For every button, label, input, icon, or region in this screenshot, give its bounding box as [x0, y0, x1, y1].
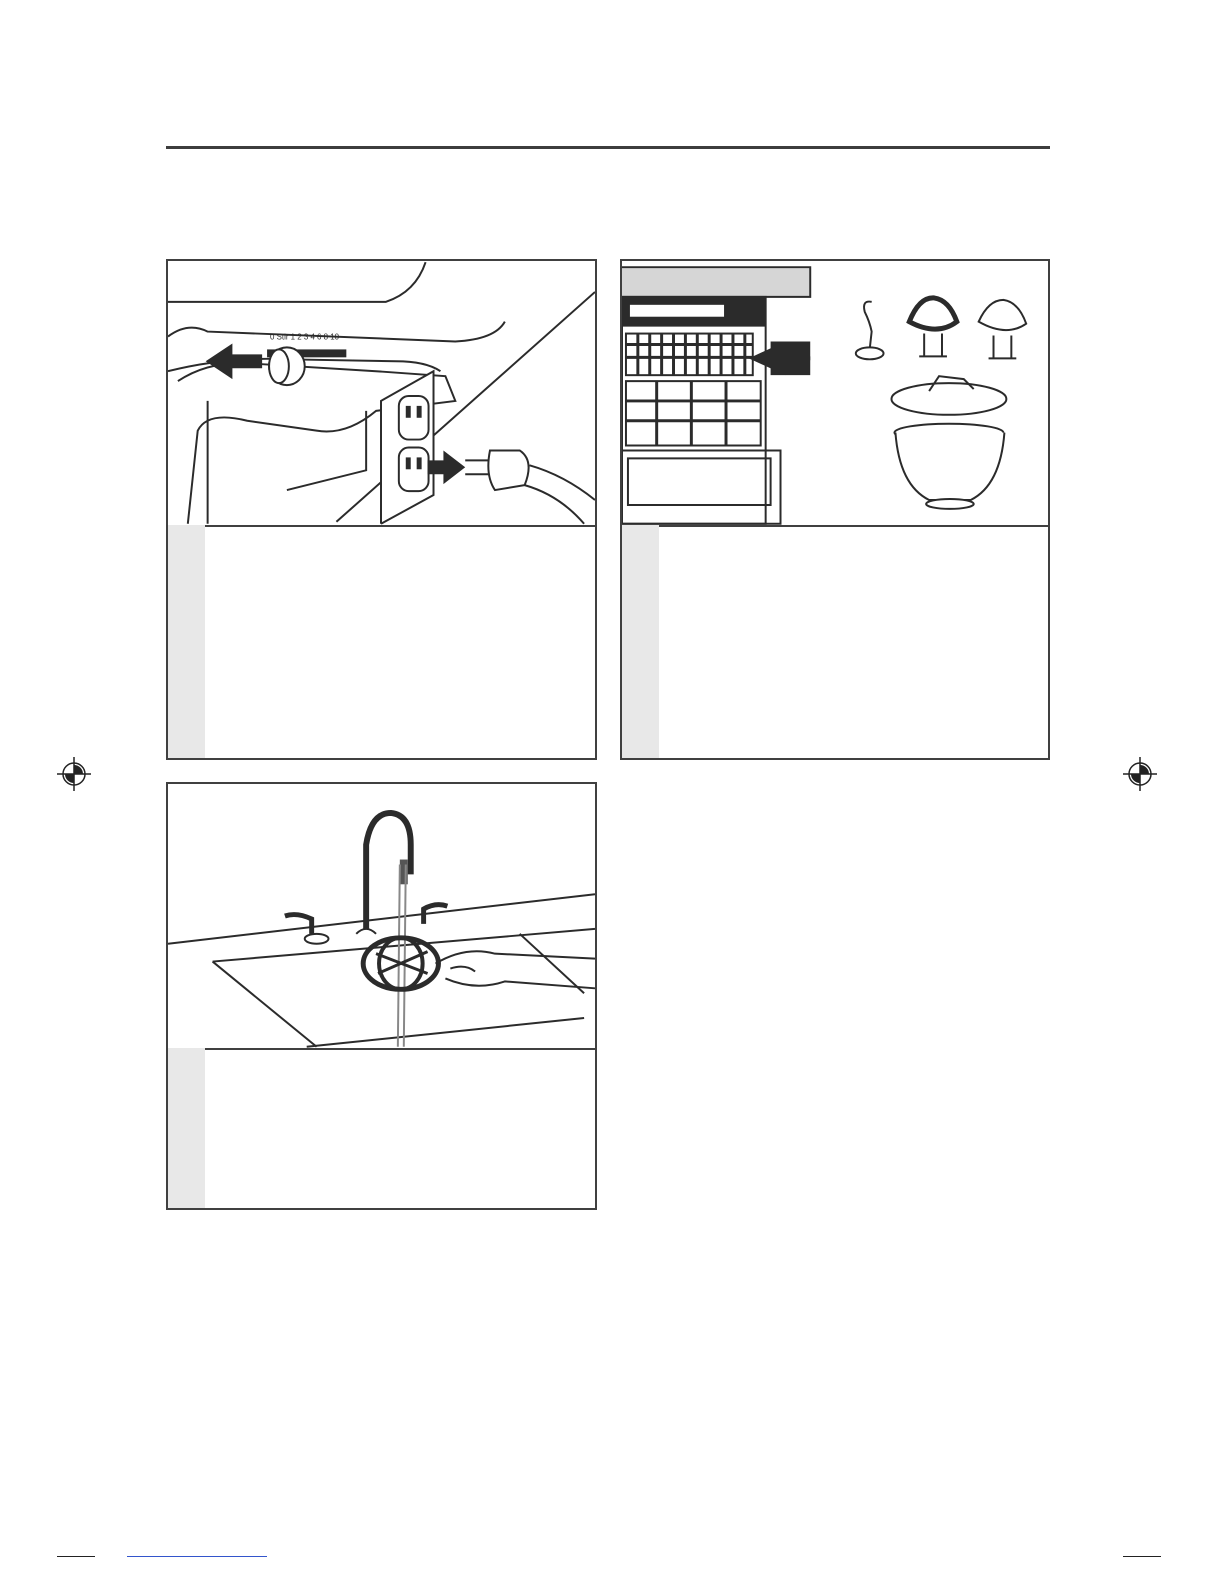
crop-mark	[1123, 1556, 1161, 1557]
instruction-panel-hand-wash	[166, 782, 597, 1210]
instruction-panel-dishwasher	[620, 259, 1050, 760]
crop-mark	[57, 1556, 95, 1557]
step-strip	[168, 525, 205, 758]
unplug-illustration	[168, 261, 595, 527]
registration-mark-icon	[57, 757, 91, 791]
header-rule	[166, 146, 1050, 149]
step-strip	[622, 525, 659, 758]
instruction-panel-unplug	[166, 259, 597, 760]
step-strip	[168, 1048, 205, 1208]
speed-dial-labels: 0 Stir 1 2 3 4 6 8 10	[270, 332, 340, 342]
footer-link-line	[127, 1556, 267, 1557]
hand-wash-illustration	[168, 784, 595, 1050]
dishwasher-illustration	[622, 261, 1048, 527]
registration-mark-icon	[1123, 757, 1157, 791]
